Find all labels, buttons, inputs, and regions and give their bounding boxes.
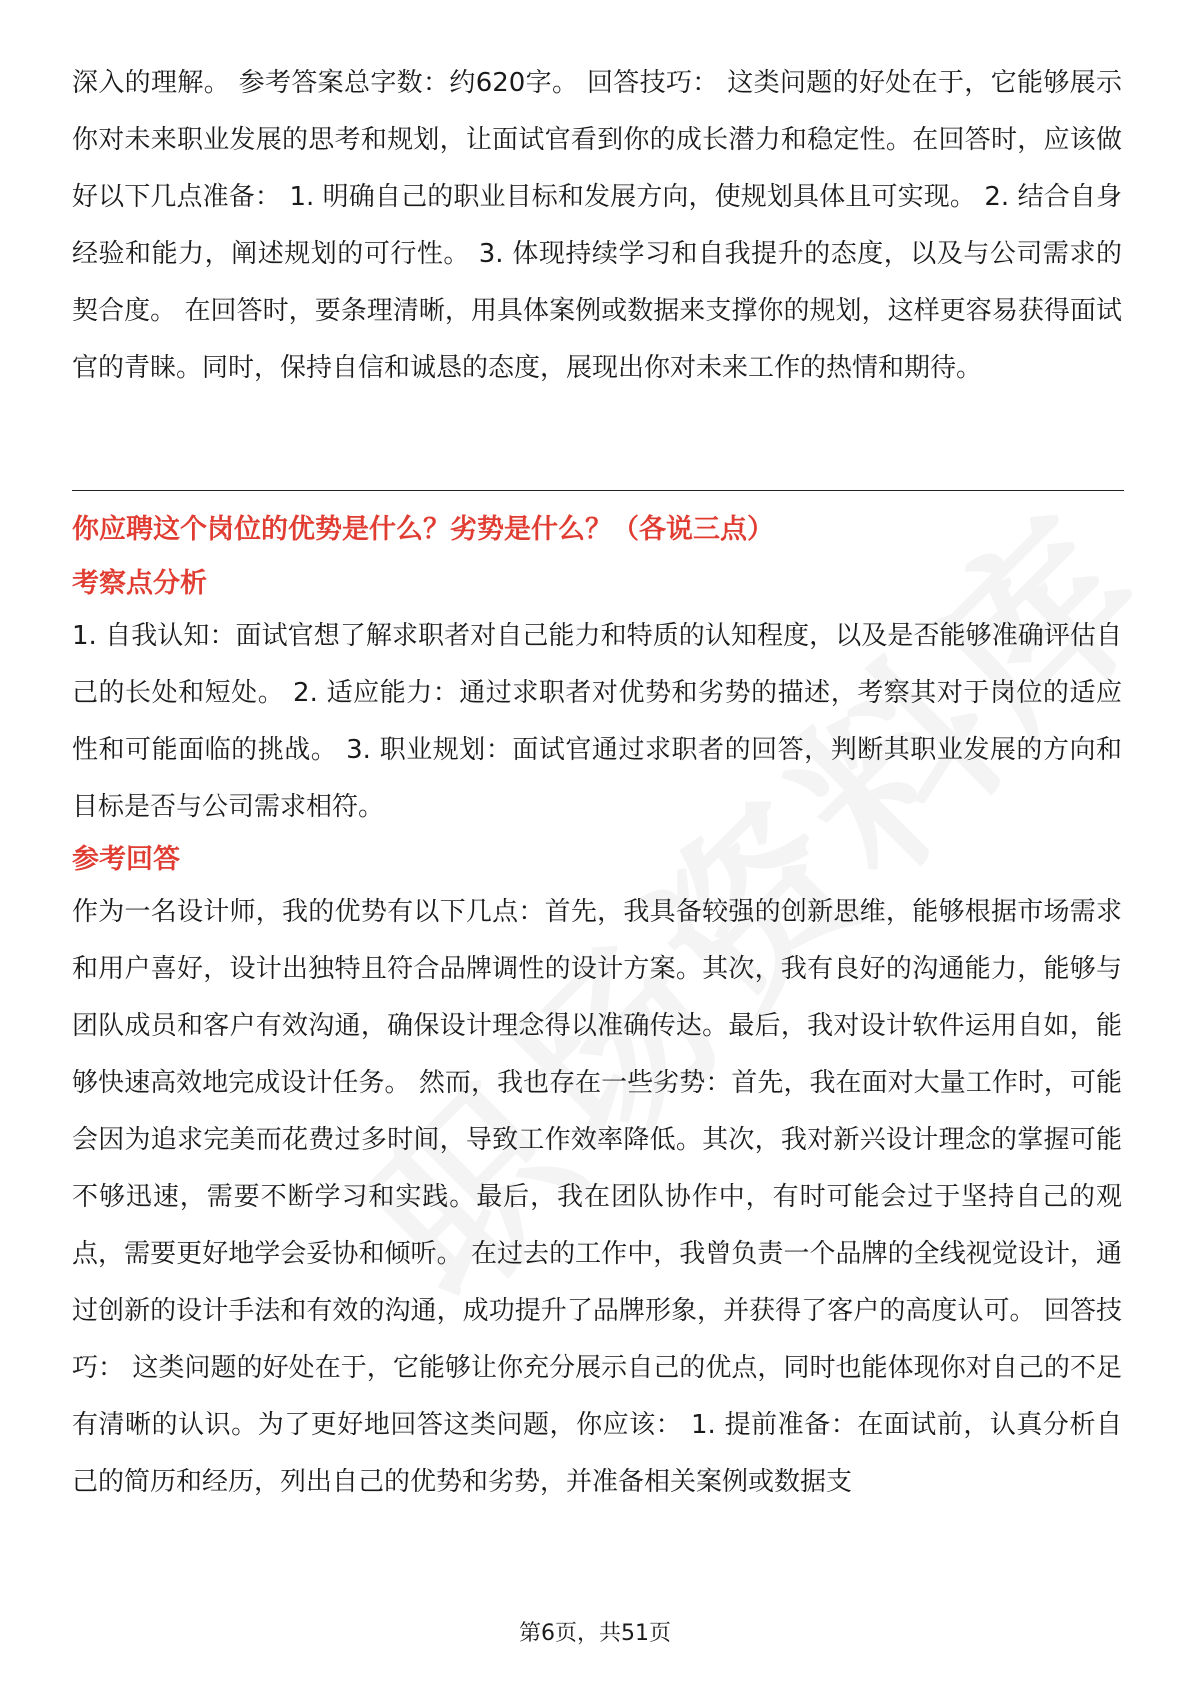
answer-heading: 参考回答 xyxy=(72,844,180,875)
page-number: 第6页，共51页 xyxy=(519,1621,671,1646)
question-title: 你应聘这个岗位的优势是什么？劣势是什么？（各说三点） xyxy=(72,514,774,545)
answer-text: 作为一名设计师，我的优势有以下几点：首先，我具备较强的创新思维，能够根据市场需求和用户喜好，设计出独特且符合品牌调性的设计方案。其次，我有良好的沟通能力，能够与团队成员和客户有效沟通，确保设计理念得以准确传达。最后，我对设计软件运用自如，能够快速高效地完成设计任务。 然而，我也存在一些劣势：首先，我在面对大量工作时，可能会因为追求完美而花费过多时间，导致工作效率降低。其次，我对新兴设计理念的掌握可能不够迅速，需要不断学习和实践。最后，我在团队协作中，有时可能会过于坚持自己的观点，需要更好地学会妥协和倾听。 在过去的工作中，我曾负责一个品牌的全线视觉设计，通过创新的设计手法和有效的沟通，成功提升了品牌形象，并获得了客户的高度认可。 回答技巧： 这类问题的好处在于，它能够让你充分展示自己的优点，同时也能体现你对自己的不足有清晰的认识。为了更好地回答这类问题，你应该： 1. 提前准备：在面试前，认真分析自己的简历和经历，列出自己的优势和劣势，并准备相关案例或数据支 xyxy=(72,897,1122,1497)
body-paragraph: 深入的理解。 参考答案总字数：约620字。 回答技巧： 这类问题的好处在于，它能够展示你对未来职业发展的思考和规划，让面试官看到你的成长潜力和稳定性。在回答时，应该做好以下几点准备： 1. 明确自己的职业目标和发展方向，使规划具体且可实现。 2. 结合自身经验和能力，阐述规划的可行性。 3. 体现持续学习和自我提升的态度，以及与公司需求的契合度。 在回答时，要条理清晰，用具体案例或数据来支撑你的规划，这样更容易获得面试官的青睐。同时，保持自信和诚恳的态度，展现出你对未来工作的热情和期待。 xyxy=(72,68,1122,383)
answer-section xyxy=(72,884,1122,1511)
analysis-section xyxy=(72,608,1122,836)
analysis-text: 1. 自我认知：面试官想了解求职者对自己能力和特质的认知程度，以及是否能够准确评估自己的长处和短处。 2. 适应能力：通过求职者对优势和劣势的描述，考察其对于岗位的适应性和可能面临的挑战。 3. 职业规划：面试官通过求职者的回答，判断其职业发展的方向和目标是否与公司需求相符。 xyxy=(72,621,1122,822)
previous-answer-continuation xyxy=(72,55,1122,397)
analysis-heading: 考察点分析 xyxy=(72,568,207,599)
section-divider xyxy=(72,490,1124,491)
